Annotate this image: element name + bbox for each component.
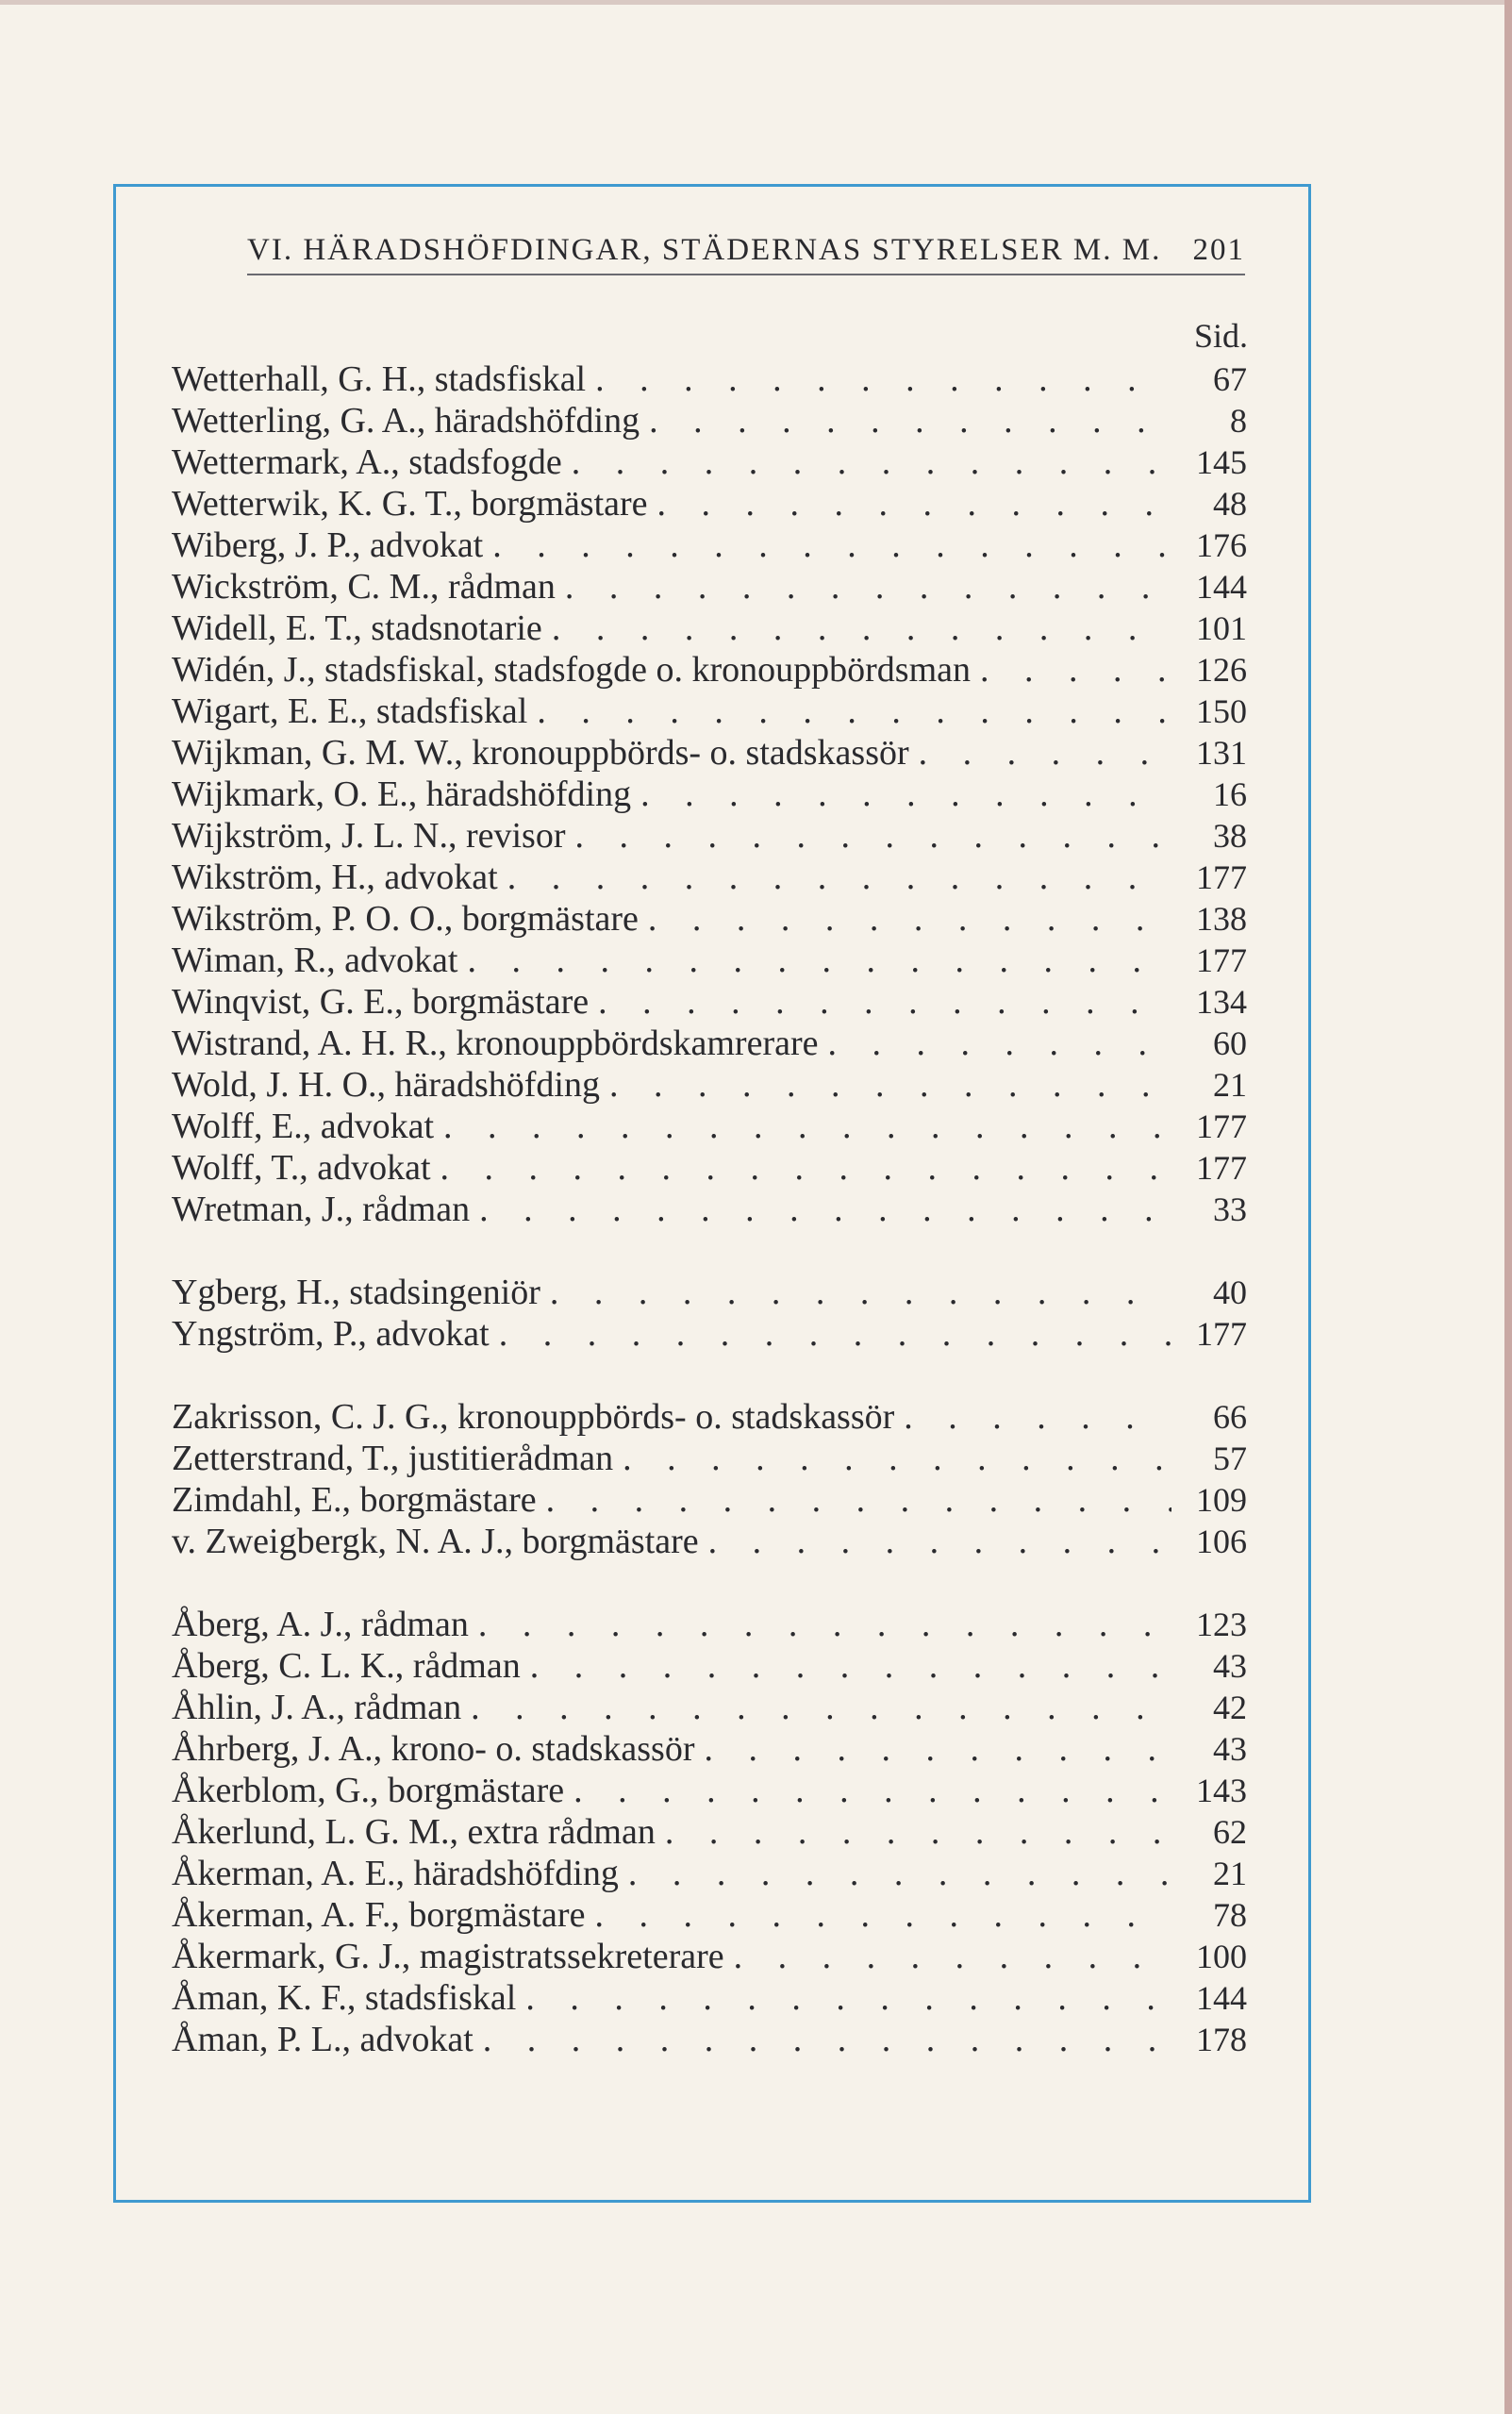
entry-page-number: 21 [1213, 1855, 1247, 1892]
leader-dots [971, 649, 1171, 691]
index-entry [172, 441, 1247, 483]
leader-dots [474, 2019, 1171, 2060]
index-entry [172, 358, 1247, 400]
entry-name: Wettermark, A., stadsfogde [172, 442, 562, 482]
entry-page-number: 57 [1213, 1440, 1247, 1477]
entry-page-number: 78 [1213, 1896, 1247, 1934]
entry-page-number: 145 [1196, 443, 1247, 481]
running-header [247, 228, 1245, 275]
entry-page-number: 177 [1196, 858, 1247, 896]
index-entry [172, 1479, 1247, 1521]
index-entry [172, 1811, 1247, 1853]
entry-page-number: 144 [1196, 1979, 1247, 2017]
entry-name: Åhrberg, J. A., krono- o. stadskassör [172, 1729, 695, 1769]
leader-dots [818, 1023, 1171, 1064]
index-entry [172, 400, 1247, 441]
leader-dots [431, 1147, 1172, 1189]
page-right-edge [1504, 0, 1512, 2414]
leader-dots [461, 1687, 1171, 1728]
index-group [172, 1396, 1247, 1562]
index-entry [172, 691, 1247, 732]
entry-name: Wold, J. H. O., häradshöfding [172, 1065, 600, 1105]
entry-name: Winqvist, G. E., borgmästare [172, 982, 590, 1022]
entry-name: Wigart, E. E., stadsfiskal [172, 691, 528, 731]
leader-dots [600, 1064, 1171, 1106]
index-entry [172, 898, 1247, 940]
leader-dots [640, 400, 1171, 441]
leader-dots [469, 1604, 1171, 1645]
leader-dots [565, 815, 1171, 857]
entry-page-number: 123 [1196, 1606, 1247, 1643]
index-group [172, 358, 1247, 1230]
entry-page-number: 101 [1196, 609, 1247, 647]
leader-dots [540, 1272, 1171, 1313]
index-entry [172, 1147, 1247, 1189]
entry-page-number: 109 [1196, 1481, 1247, 1519]
entry-name: Widell, E. T., stadsnotarie [172, 608, 542, 648]
entry-name: Ygberg, H., stadsingeniör [172, 1273, 540, 1312]
index-entry [172, 524, 1247, 566]
leader-dots [909, 732, 1171, 774]
entry-page-number: 48 [1213, 485, 1247, 523]
entry-name: Åman, P. L., advokat [172, 2020, 474, 2059]
leader-dots [589, 981, 1171, 1023]
page-top-edge [0, 0, 1512, 5]
index-entry [172, 815, 1247, 857]
entry-name: Wikström, P. O. O., borgmästare [172, 899, 639, 939]
leader-dots [699, 1521, 1171, 1562]
leader-dots [498, 857, 1171, 898]
entry-name: Wickström, C. M., rådman [172, 567, 556, 607]
index-entry [172, 1521, 1247, 1562]
page-column-label: Sid. [1193, 317, 1248, 355]
entry-name: Wistrand, A. H. R., kronouppbördskamrerare [172, 1024, 819, 1063]
entry-name: Åkerman, A. F., borgmästare [172, 1895, 586, 1935]
leader-dots [585, 1894, 1171, 1936]
entry-page-number: 42 [1213, 1689, 1247, 1726]
entry-page-number: 176 [1196, 526, 1247, 564]
entry-page-number: 134 [1196, 983, 1247, 1021]
entry-page-number: 38 [1213, 817, 1247, 855]
entry-name: Zakrisson, C. J. G., kronouppbörds- o. stadskassör [172, 1397, 895, 1437]
index-entry [172, 857, 1247, 898]
index-entry [172, 1770, 1247, 1811]
index-entry [172, 774, 1247, 815]
index-entry [172, 608, 1247, 649]
entry-name: Zimdahl, E., borgmästare [172, 1480, 537, 1520]
leader-dots [894, 1396, 1171, 1438]
leader-dots [470, 1189, 1171, 1230]
entry-page-number: 21 [1213, 1066, 1247, 1104]
entry-name: Åkerman, A. E., häradshöfding [172, 1854, 619, 1893]
entry-page-number: 150 [1196, 692, 1247, 730]
index-entry [172, 1023, 1247, 1064]
index-entry [172, 1189, 1247, 1230]
index-entry [172, 1687, 1247, 1728]
index-entry [172, 1272, 1247, 1313]
index-entry [172, 732, 1247, 774]
entry-name: Wikström, H., advokat [172, 857, 498, 897]
entry-page-number: 66 [1213, 1398, 1247, 1436]
entry-name: Wiman, R., advokat [172, 941, 458, 980]
leader-dots [619, 1853, 1171, 1894]
leader-dots [613, 1438, 1171, 1479]
entry-name: Åkermark, G. J., magistratssekreterare [172, 1937, 724, 1976]
entry-name: Åberg, A. J., rådman [172, 1605, 469, 1644]
index-group [172, 1272, 1247, 1355]
entry-name: Wolff, E., advokat [172, 1107, 435, 1146]
index-entry [172, 1645, 1247, 1687]
entry-page-number: 33 [1213, 1190, 1247, 1228]
entry-name: Wijkmark, O. E., häradshöfding [172, 774, 632, 814]
leader-dots [562, 441, 1171, 483]
entry-name: Åhlin, J. A., rådman [172, 1688, 462, 1727]
entry-page-number: 126 [1196, 651, 1247, 689]
leader-dots [656, 1811, 1171, 1853]
leader-dots [564, 1770, 1171, 1811]
leader-dots [648, 483, 1171, 524]
index-entries [172, 358, 1247, 2102]
index-entry [172, 1728, 1247, 1770]
entry-name: Wolff, T., advokat [172, 1148, 431, 1188]
entry-page-number: 177 [1196, 1107, 1247, 1145]
entry-name: Åman, K. F., stadsfiskal [172, 1978, 517, 2018]
entry-page-number: 62 [1213, 1813, 1247, 1851]
header-title: VI. HÄRADSHÖFDINGAR, STÄDERNAS STYRELSER M. M. [247, 233, 1162, 267]
entry-name: Wijkman, G. M. W., kronouppbörds- o. stadskassör [172, 733, 909, 773]
entry-page-number: 177 [1196, 1315, 1247, 1353]
header-page-number: 201 [1192, 233, 1245, 267]
entry-page-number: 60 [1213, 1024, 1247, 1062]
entry-page-number: 131 [1196, 734, 1247, 772]
entry-name: Wetterling, G. A., häradshöfding [172, 401, 640, 441]
entry-name: Widén, J., stadsfiskal, stadsfogde o. kronouppbördsman [172, 650, 972, 690]
entry-page-number: 177 [1196, 941, 1247, 979]
leader-dots [556, 566, 1171, 608]
entry-page-number: 144 [1196, 568, 1247, 606]
index-entry [172, 1106, 1247, 1147]
entry-page-number: 177 [1196, 1149, 1247, 1187]
entry-name: Wetterwik, K. G. T., borgmästare [172, 484, 648, 524]
index-entry [172, 566, 1247, 608]
index-entry [172, 1853, 1247, 1894]
entry-name: Yngström, P., advokat [172, 1314, 490, 1354]
leader-dots [490, 1313, 1171, 1355]
entry-page-number: 106 [1196, 1523, 1247, 1560]
leader-dots [639, 898, 1171, 940]
leader-dots [586, 358, 1171, 400]
entry-page-number: 40 [1213, 1274, 1247, 1311]
index-entry [172, 1936, 1247, 1977]
entry-page-number: 43 [1213, 1647, 1247, 1685]
entry-name: Wretman, J., rådman [172, 1190, 471, 1229]
entry-page-number: 100 [1196, 1938, 1247, 1975]
leader-dots [724, 1936, 1171, 1977]
index-entry [172, 940, 1247, 981]
entry-name: v. Zweigbergk, N. A. J., borgmästare [172, 1522, 699, 1561]
entry-page-number: 67 [1213, 360, 1247, 398]
index-entry [172, 981, 1247, 1023]
entry-page-number: 138 [1196, 900, 1247, 938]
leader-dots [537, 1479, 1171, 1521]
entry-page-number: 16 [1213, 775, 1247, 813]
entry-name: Wetterhall, G. H., stadsfiskal [172, 359, 587, 399]
index-entry [172, 1313, 1247, 1355]
leader-dots [516, 1977, 1171, 2019]
index-entry [172, 1396, 1247, 1438]
index-entry [172, 2019, 1247, 2060]
index-entry [172, 1064, 1247, 1106]
index-entry [172, 1894, 1247, 1936]
entry-name: Wijkström, J. L. N., revisor [172, 816, 566, 856]
index-entry [172, 1438, 1247, 1479]
index-group [172, 1604, 1247, 2060]
entry-page-number: 43 [1213, 1730, 1247, 1768]
leader-dots [542, 608, 1171, 649]
entry-name: Åkerlund, L. G. M., extra rådman [172, 1812, 656, 1852]
entry-page-number: 178 [1196, 2021, 1247, 2058]
leader-dots [521, 1645, 1171, 1687]
entry-name: Zetterstrand, T., justitierådman [172, 1439, 614, 1478]
index-entry [172, 649, 1247, 691]
entry-name: Wiberg, J. P., advokat [172, 525, 484, 565]
index-entry [172, 1604, 1247, 1645]
leader-dots [483, 524, 1171, 566]
leader-dots [527, 691, 1171, 732]
index-entry [172, 483, 1247, 524]
entry-name: Åberg, C. L. K., rådman [172, 1646, 521, 1686]
leader-dots [694, 1728, 1171, 1770]
leader-dots [631, 774, 1171, 815]
entry-name: Åkerblom, G., borgmästare [172, 1771, 565, 1810]
index-entry [172, 1977, 1247, 2019]
entry-page-number: 8 [1230, 402, 1247, 440]
leader-dots [434, 1106, 1171, 1147]
entry-page-number: 143 [1196, 1772, 1247, 1809]
leader-dots [457, 940, 1171, 981]
